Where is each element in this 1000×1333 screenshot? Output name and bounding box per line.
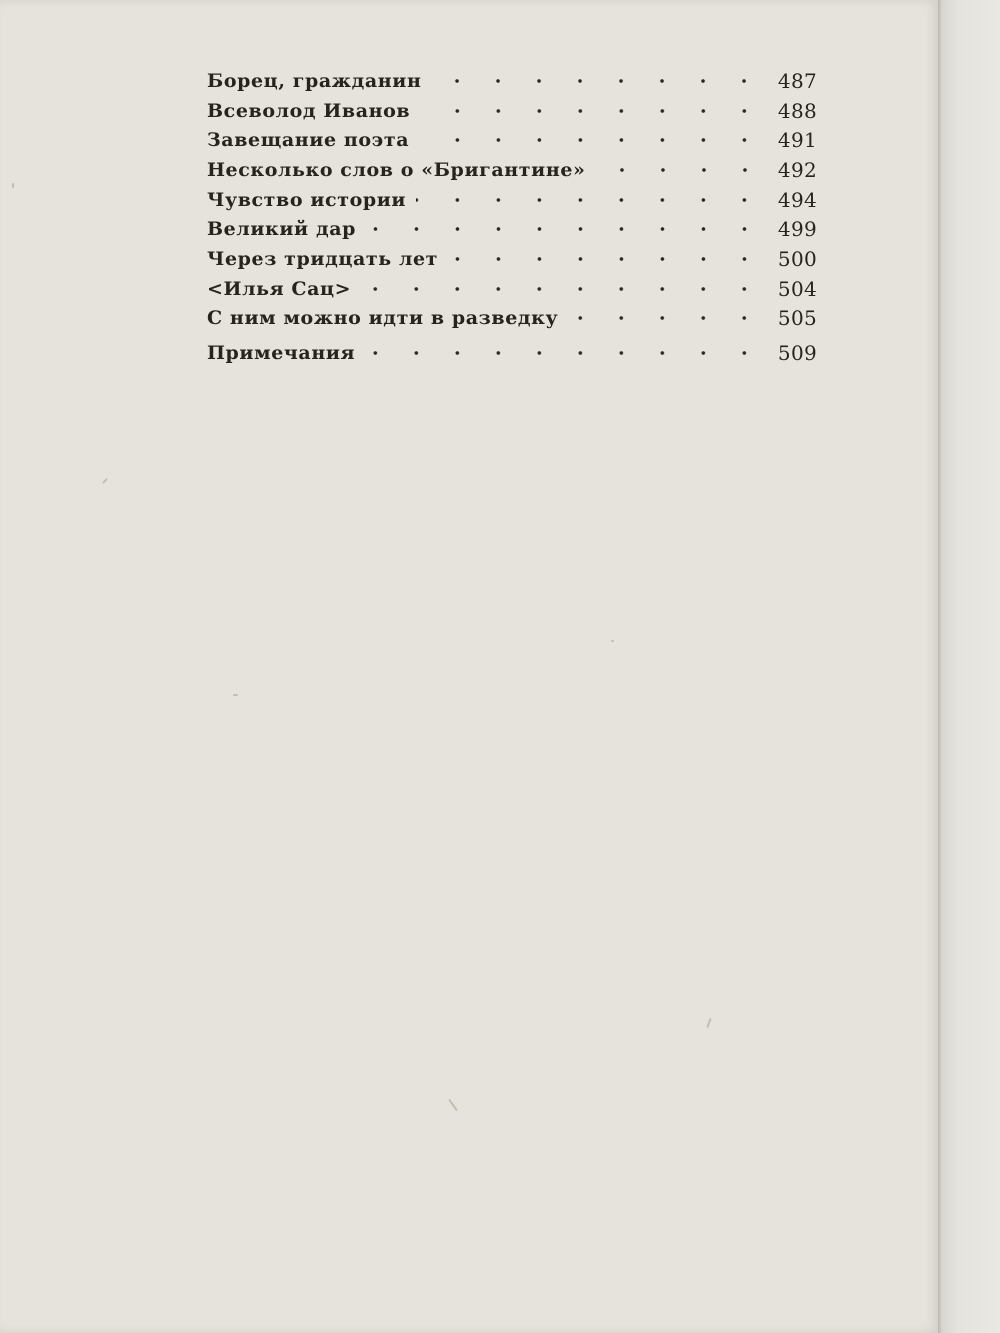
toc-entry-page: 492	[777, 157, 817, 182]
toc-entry-page: 505	[777, 306, 817, 331]
toc-entry-title: <Илья Сац>	[207, 277, 352, 300]
toc-entry-page: 499	[777, 217, 817, 242]
toc-notes-page: 509	[777, 341, 817, 366]
dot-leader	[365, 350, 765, 356]
dot-leader	[431, 78, 765, 84]
toc-entry-title: Несколько слов о «Бригантине»	[207, 158, 586, 181]
paper-speck	[102, 478, 108, 484]
table-of-contents	[207, 66, 817, 368]
toc-entry[interactable]	[207, 155, 817, 185]
dot-leader	[568, 315, 765, 321]
toc-entry[interactable]	[207, 66, 817, 96]
paper-speck	[706, 1018, 711, 1028]
toc-entry[interactable]	[207, 125, 817, 155]
dot-leader	[448, 256, 765, 262]
dot-leader	[361, 286, 765, 292]
toc-entry-page: 504	[777, 276, 817, 301]
dot-leader	[420, 108, 765, 114]
toc-entry-title: Всеволод Иванов	[207, 99, 411, 122]
toc-entry-notes[interactable]	[207, 338, 817, 368]
toc-entry[interactable]	[207, 304, 817, 334]
toc-entry-page: 500	[777, 246, 817, 271]
toc-entry-page: 491	[777, 128, 817, 153]
paper-speck	[611, 640, 614, 642]
toc-entry[interactable]	[207, 185, 817, 215]
dot-leader	[366, 226, 765, 232]
toc-entry[interactable]	[207, 214, 817, 244]
toc-entry-page: 494	[777, 187, 817, 212]
page-edge	[938, 0, 1000, 1333]
toc-entry-title: Великий дар	[207, 218, 357, 241]
toc-entry-page: 487	[777, 68, 817, 93]
toc-entry[interactable]	[207, 244, 817, 274]
toc-entry-title: Завещание поэта	[207, 129, 410, 152]
toc-notes-title: Примечания	[207, 342, 356, 365]
paper-speck	[12, 183, 14, 188]
toc-entry-title: Борец, гражданин	[207, 69, 422, 92]
paper-speck	[233, 694, 238, 696]
dot-leader	[419, 137, 765, 143]
toc-entry-title: С ним можно идти в разведку	[207, 307, 559, 330]
dot-leader	[416, 197, 765, 203]
toc-entry-page: 488	[777, 98, 817, 123]
dot-leader	[596, 167, 765, 173]
toc-entry-title: Чувство истории	[207, 188, 407, 211]
toc-entry[interactable]	[207, 96, 817, 126]
paper-speck	[448, 1099, 458, 1112]
toc-entry[interactable]	[207, 274, 817, 304]
toc-entry-title: Через тридцать лет	[207, 247, 439, 270]
